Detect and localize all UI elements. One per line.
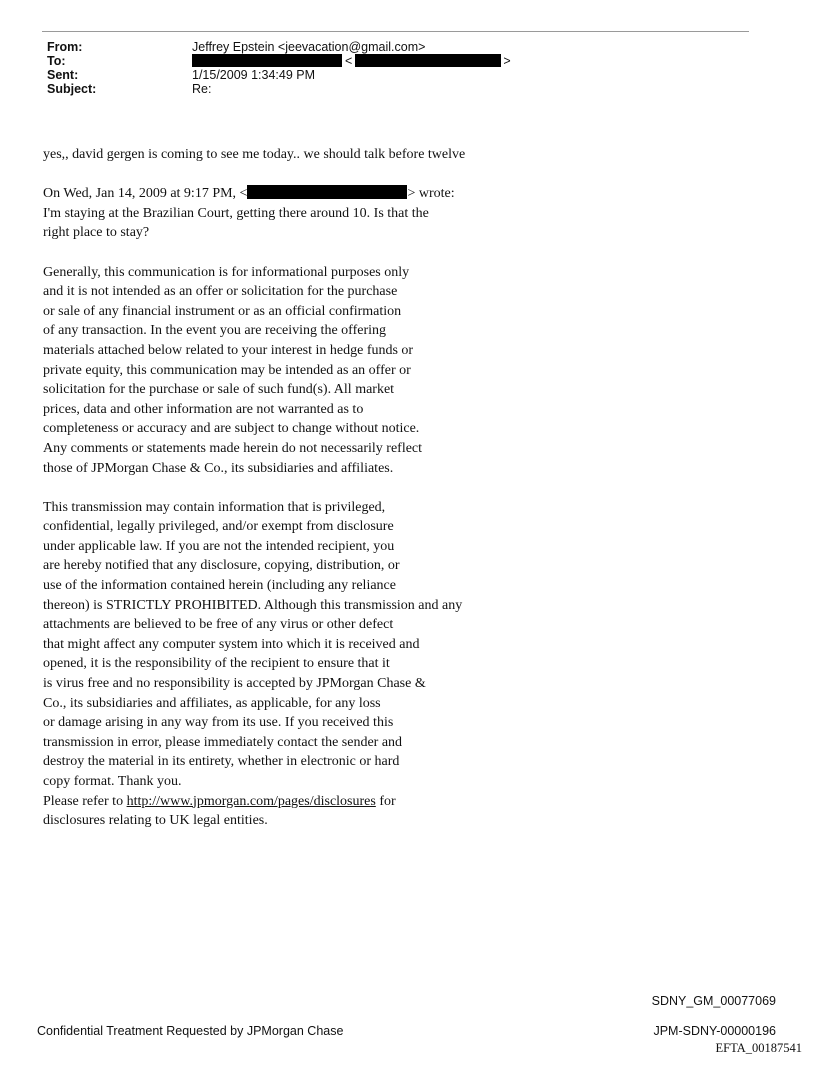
to-row [47,54,567,68]
redaction-block [355,54,501,67]
refer-suffix: for [375,793,396,809]
sent-row [47,68,567,82]
disclosures-reference [43,792,603,812]
bates-number-efta: EFTA_00187541 [715,1041,802,1055]
quote-prefix: On Wed, Jan 14, 2009 at 9:17 PM, < [43,186,248,202]
reply-text: yes,, david gergen is coming to see me today.. we should talk before twelve [43,147,466,162]
disclaimer-confidentiality: This transmission may contain information that is privileged, confidential, legally privileged, and/or exempt from disclosure under applicable law. If you are not the intended recipient, you are hereby notified that any disclosure, copying, distribution, or use of the information contained herein (including any reliance thereon) is STRICTLY PROHIBITED. Although this transmission and any attachments are believed to be free of any virus or other defect that might affect any computer system into which it is received and opened, it is the responsibility of the recipient to ensure that it is virus free and no responsibility is accepted by JPMorgan Chase & Co., its subsidiaries and affiliates, as applicable, for any loss or damage arising in any way from its use. If you received this transmission in error, please immediately contact the sender and destroy the material in its entirety, whether in electronic or hard copy format. Thank you. [43,499,463,789]
quote-header [43,184,603,204]
disclosures-reference-line2: disclosures relating to UK legal entities. [43,813,268,829]
to-open-bracket: < [345,54,353,68]
email-header [47,40,567,96]
to-value [192,54,511,68]
disclaimer-informational: Generally, this communication is for informational purposes only and it is not intended as an offer or solicitation for the purchase or sale of any financial instrument or as an official confirmation of any transaction. In the event you are receiving the offering materials attached below related to your interest in hedge funds or private equity, this communication may be intended as an offer or solicitation for the purchase or sale of such fund(s). All market prices, data and other information are not warranted as to completeness or accuracy and are subject to change without notice. Any comments or statements made herein do not necessarily reflect those of JPMorgan Chase & Co., its subsidiaries and affiliates. [43,264,423,476]
refer-prefix: Please refer to [43,793,127,809]
bates-number-jpm: JPM-SDNY-00000196 [653,1024,776,1038]
from-label: From: [47,40,83,54]
subject-row [47,82,567,96]
redaction-block [192,54,342,67]
to-label: To: [47,54,66,68]
quoted-text: I'm staying at the Brazilian Court, getting there around 10. Is that the right place to stay? [43,205,429,241]
quote-suffix: > wrote: [407,186,455,202]
disclosures-link[interactable]: http://www.jpmorgan.com/pages/disclosures [126,793,376,809]
bates-number-sdny: SDNY_GM_00077069 [651,994,776,1008]
subject-label: Subject: [47,82,97,96]
confidential-notice: Confidential Treatment Requested by JPMorgan Chase [37,1024,344,1038]
email-body [43,145,603,831]
header-divider [42,31,749,32]
from-row [47,40,567,54]
from-value: Jeffrey Epstein <jeevacation@gmail.com> [192,40,426,54]
sent-label: Sent: [47,68,79,82]
sent-value: 1/15/2009 1:34:49 PM [192,68,316,82]
subject-value: Re: [192,82,212,96]
redaction-block [247,185,407,199]
to-close-bracket: > [503,54,511,68]
